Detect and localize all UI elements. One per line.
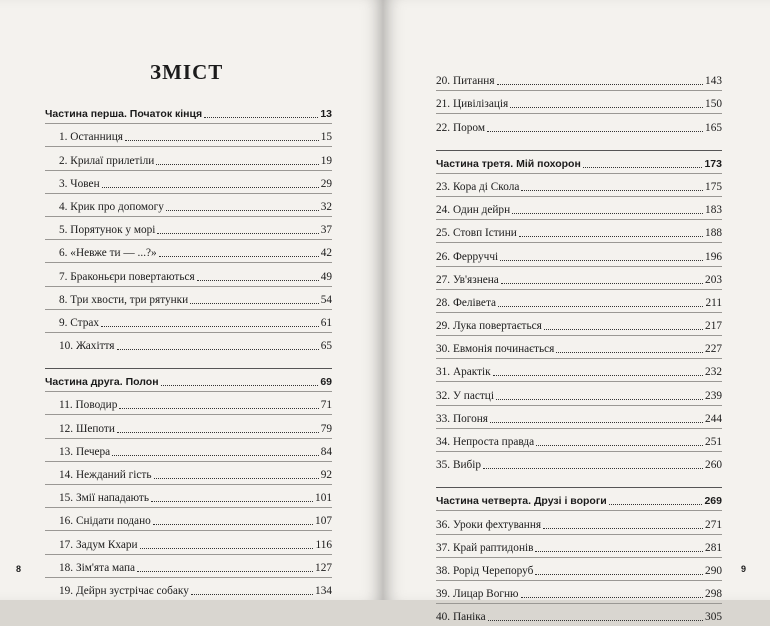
dot-leader [500, 260, 703, 261]
toc-part-entry [45, 368, 332, 391]
dot-leader [583, 167, 703, 168]
toc-chapter-entry [436, 381, 722, 404]
dot-leader [137, 571, 313, 572]
toc-entry-label: 39. Лицар Вогню [436, 588, 519, 601]
toc-chapter-entry [436, 510, 722, 533]
toc-entry-page: 165 [705, 121, 722, 134]
dot-leader [497, 84, 704, 85]
dot-leader [544, 329, 703, 330]
toc-title: ЗМІСТ [150, 60, 224, 84]
toc-entry-page: 271 [705, 518, 722, 531]
toc-entry-label: 8. Три хвости, три рятунки [59, 293, 189, 306]
toc-entry-page: 232 [705, 366, 722, 379]
toc-entry-page: 13 [320, 108, 332, 121]
dot-leader [140, 548, 314, 549]
toc-entry-label: 7. Браконьєри повертаються [59, 270, 195, 283]
toc-entry-page: 188 [705, 227, 722, 240]
toc-entry-page: 227 [705, 343, 722, 356]
toc-entry-page: 79 [320, 422, 332, 435]
toc-entry-page: 183 [705, 204, 722, 217]
toc-entry-label: Частина перша. Початок кінця [45, 108, 203, 121]
dot-leader [112, 455, 319, 456]
toc-entry-page: 71 [320, 399, 332, 412]
toc-entry-page: 92 [320, 469, 332, 481]
dot-leader [153, 524, 313, 525]
toc-chapter-entry [45, 484, 332, 507]
toc-entry-label: 12. Шепоти [59, 422, 115, 435]
toc-entry-label: 3. Човен [59, 177, 100, 190]
toc-chapter-entry [436, 266, 722, 289]
toc-entry-page: 101 [315, 492, 332, 505]
toc-chapter-entry [436, 428, 722, 451]
toc-entry-page: 175 [705, 180, 722, 193]
toc-entry-page: 127 [315, 561, 332, 574]
toc-entry-label: 24. Один дейрн [436, 204, 511, 217]
toc-chapter-entry [45, 461, 332, 484]
toc-entry-page: 61 [320, 316, 332, 329]
dot-leader [501, 283, 703, 284]
dot-leader [117, 432, 319, 433]
toc-entry-page: 134 [315, 584, 332, 597]
toc-chapter-entry [436, 196, 722, 219]
toc-entry-page: 150 [705, 98, 722, 111]
toc-chapter-entry [436, 358, 722, 381]
toc-entry-label: 1. Останниця [59, 131, 123, 144]
toc-entry-label: 30. Евмонія починається [436, 343, 555, 356]
toc-chapter-entry [436, 173, 722, 196]
toc-entry-label: 15. Змії нападають [59, 492, 149, 505]
dot-leader [556, 352, 703, 353]
toc-chapter-entry [436, 90, 722, 113]
toc-entry-page: 305 [705, 611, 722, 624]
toc-entry-label: 19. Дейрн зустрічає собаку [59, 584, 189, 597]
toc-entry-label: 25. Стовп Істини [436, 227, 517, 240]
toc-chapter-entry [436, 312, 722, 335]
dot-leader [159, 256, 319, 257]
toc-chapter-entry [45, 170, 332, 193]
toc-list-right [436, 67, 722, 626]
dot-leader [543, 528, 703, 529]
page-number-right: 9 [740, 564, 746, 574]
dot-leader [512, 213, 703, 214]
dot-leader [535, 551, 703, 552]
toc-entry-label: 6. «Невже ти — ...?» [59, 247, 157, 260]
toc-entry-label: 22. Пором [436, 121, 485, 134]
toc-chapter-entry [436, 219, 722, 242]
toc-chapter-entry [45, 216, 332, 239]
toc-entry-page: 37 [320, 224, 332, 237]
dot-leader [166, 210, 319, 211]
dot-leader [197, 280, 319, 281]
dot-leader [204, 117, 318, 118]
toc-entry-label: Частина третя. Мій похорон [436, 157, 581, 170]
dot-leader [519, 236, 703, 237]
dot-leader [609, 504, 703, 505]
toc-chapter-entry [436, 405, 722, 428]
toc-chapter-entry [45, 286, 332, 309]
toc-chapter-entry [45, 123, 332, 146]
toc-entry-label: 17. Задум Кхари [59, 538, 138, 551]
toc-chapter-entry [436, 67, 722, 90]
toc-entry-label: 13. Печера [59, 445, 111, 458]
toc-entry-page: 290 [705, 564, 722, 577]
toc-entry-label: 27. Ув'язнена [436, 273, 499, 286]
toc-list-left [45, 100, 332, 600]
toc-entry-label: 26. Ферруччі [436, 250, 499, 263]
dot-leader [521, 597, 704, 598]
dot-leader [119, 408, 318, 409]
toc-entry-page: 116 [315, 538, 332, 551]
toc-entry-label: 28. Фелівета [436, 296, 497, 309]
toc-entry-label: 40. Паніка [436, 611, 486, 624]
toc-chapter-entry [45, 391, 332, 414]
toc-entry-page: 211 [705, 296, 722, 309]
toc-chapter-entry [45, 309, 332, 332]
dot-leader [125, 140, 319, 141]
dot-leader [521, 190, 703, 191]
dot-leader [498, 306, 703, 307]
dot-leader [493, 375, 703, 376]
dot-leader [191, 594, 313, 595]
toc-entry-page: 19 [320, 154, 332, 167]
toc-entry-page: 143 [705, 75, 722, 88]
toc-entry-label: 33. Погоня [436, 412, 488, 425]
dot-leader [483, 468, 703, 469]
dot-leader [157, 233, 318, 234]
toc-entry-label: Частина четверта. Друзі і вороги [436, 495, 607, 508]
toc-entry-page: 49 [320, 270, 332, 283]
dot-leader [510, 107, 703, 108]
toc-chapter-entry [45, 332, 332, 355]
toc-entry-label: 32. У пастці [436, 389, 494, 402]
toc-entry-label: 37. Край раптидонів [436, 541, 534, 554]
dot-leader [117, 349, 319, 350]
toc-chapter-entry [436, 534, 722, 557]
toc-entry-page: 173 [704, 157, 722, 170]
toc-part-entry [436, 150, 722, 173]
toc-entry-page: 15 [320, 131, 332, 144]
toc-entry-page: 269 [704, 495, 722, 508]
toc-entry-page: 65 [320, 340, 332, 353]
toc-chapter-entry [436, 242, 722, 265]
toc-entry-label: 34. Непроста правда [436, 436, 535, 448]
toc-entry-label: 16. Снідати подано [59, 515, 151, 528]
toc-entry-page: 217 [705, 320, 722, 333]
toc-chapter-entry [45, 554, 332, 577]
toc-chapter-entry [45, 193, 332, 216]
dot-leader [190, 303, 318, 304]
toc-chapter-entry [45, 414, 332, 437]
toc-entry-label: 23. Кора ді Скола [436, 180, 520, 193]
toc-chapter-entry [436, 113, 722, 136]
toc-entry-label: 35. Вибір [436, 459, 482, 472]
toc-chapter-entry [45, 530, 332, 553]
toc-chapter-entry [436, 557, 722, 580]
toc-entry-page: 244 [705, 412, 722, 425]
dot-leader [535, 574, 703, 575]
toc-entry-label: 18. Зім'ята мапа [59, 561, 136, 574]
toc-entry-page: 84 [320, 445, 332, 458]
toc-entry-label: 38. Рорід Черепоруб [436, 564, 534, 577]
toc-entry-page: 281 [705, 541, 722, 554]
toc-chapter-entry [436, 603, 722, 626]
toc-chapter-entry [45, 262, 332, 285]
toc-entry-label: 10. Жахіття [59, 340, 115, 353]
right-page [383, 0, 770, 624]
toc-entry-page: 69 [320, 376, 332, 389]
toc-chapter-entry [45, 146, 332, 169]
dot-leader [101, 326, 319, 327]
dot-leader [154, 478, 319, 479]
toc-entry-label: 14. Нежданий гість [59, 469, 152, 481]
toc-chapter-entry [45, 438, 332, 461]
toc-part-entry [45, 100, 332, 123]
toc-chapter-entry [45, 239, 332, 262]
toc-entry-page: 251 [705, 436, 722, 448]
toc-entry-page: 54 [320, 293, 332, 306]
toc-entry-page: 239 [705, 389, 722, 402]
dot-leader [487, 131, 703, 132]
toc-entry-page: 260 [705, 459, 722, 472]
toc-entry-page: 107 [315, 515, 332, 528]
toc-entry-page: 203 [705, 273, 722, 286]
dot-leader [102, 187, 319, 188]
toc-entry-label: 5. Порятунок у морі [59, 224, 156, 237]
toc-chapter-entry [45, 577, 332, 600]
dot-leader [490, 422, 703, 423]
dot-leader [151, 501, 313, 502]
dot-leader [496, 399, 703, 400]
toc-chapter-entry [436, 289, 722, 312]
toc-entry-label: 2. Крилаї прилетіли [59, 154, 155, 167]
toc-chapter-entry [436, 451, 722, 474]
dot-leader [488, 620, 703, 621]
toc-entry-label: 4. Крик про допомогу [59, 200, 164, 213]
toc-entry-label: Частина друга. Полон [45, 376, 159, 389]
toc-entry-label: 9. Страх [59, 316, 100, 329]
dot-leader [161, 385, 319, 386]
toc-entry-label: 29. Лука повертається [436, 320, 542, 333]
toc-entry-label: 20. Питання [436, 75, 495, 88]
page-number-left: 8 [16, 564, 22, 574]
toc-chapter-entry [45, 507, 332, 530]
toc-entry-page: 29 [320, 177, 332, 190]
toc-entry-label: 11. Поводир [59, 399, 118, 412]
left-page [0, 0, 383, 600]
toc-part-entry [436, 487, 722, 510]
toc-entry-page: 32 [320, 200, 332, 213]
dot-leader [156, 164, 318, 165]
toc-entry-page: 196 [705, 250, 722, 263]
toc-entry-label: 31. Арактік [436, 366, 491, 379]
toc-entry-label: 21. Цивілізація [436, 98, 509, 111]
toc-entry-page: 298 [705, 588, 722, 601]
dot-leader [536, 445, 703, 446]
toc-entry-label: 36. Уроки фехтування [436, 518, 542, 531]
toc-entry-page: 42 [320, 247, 332, 260]
toc-chapter-entry [436, 335, 722, 358]
